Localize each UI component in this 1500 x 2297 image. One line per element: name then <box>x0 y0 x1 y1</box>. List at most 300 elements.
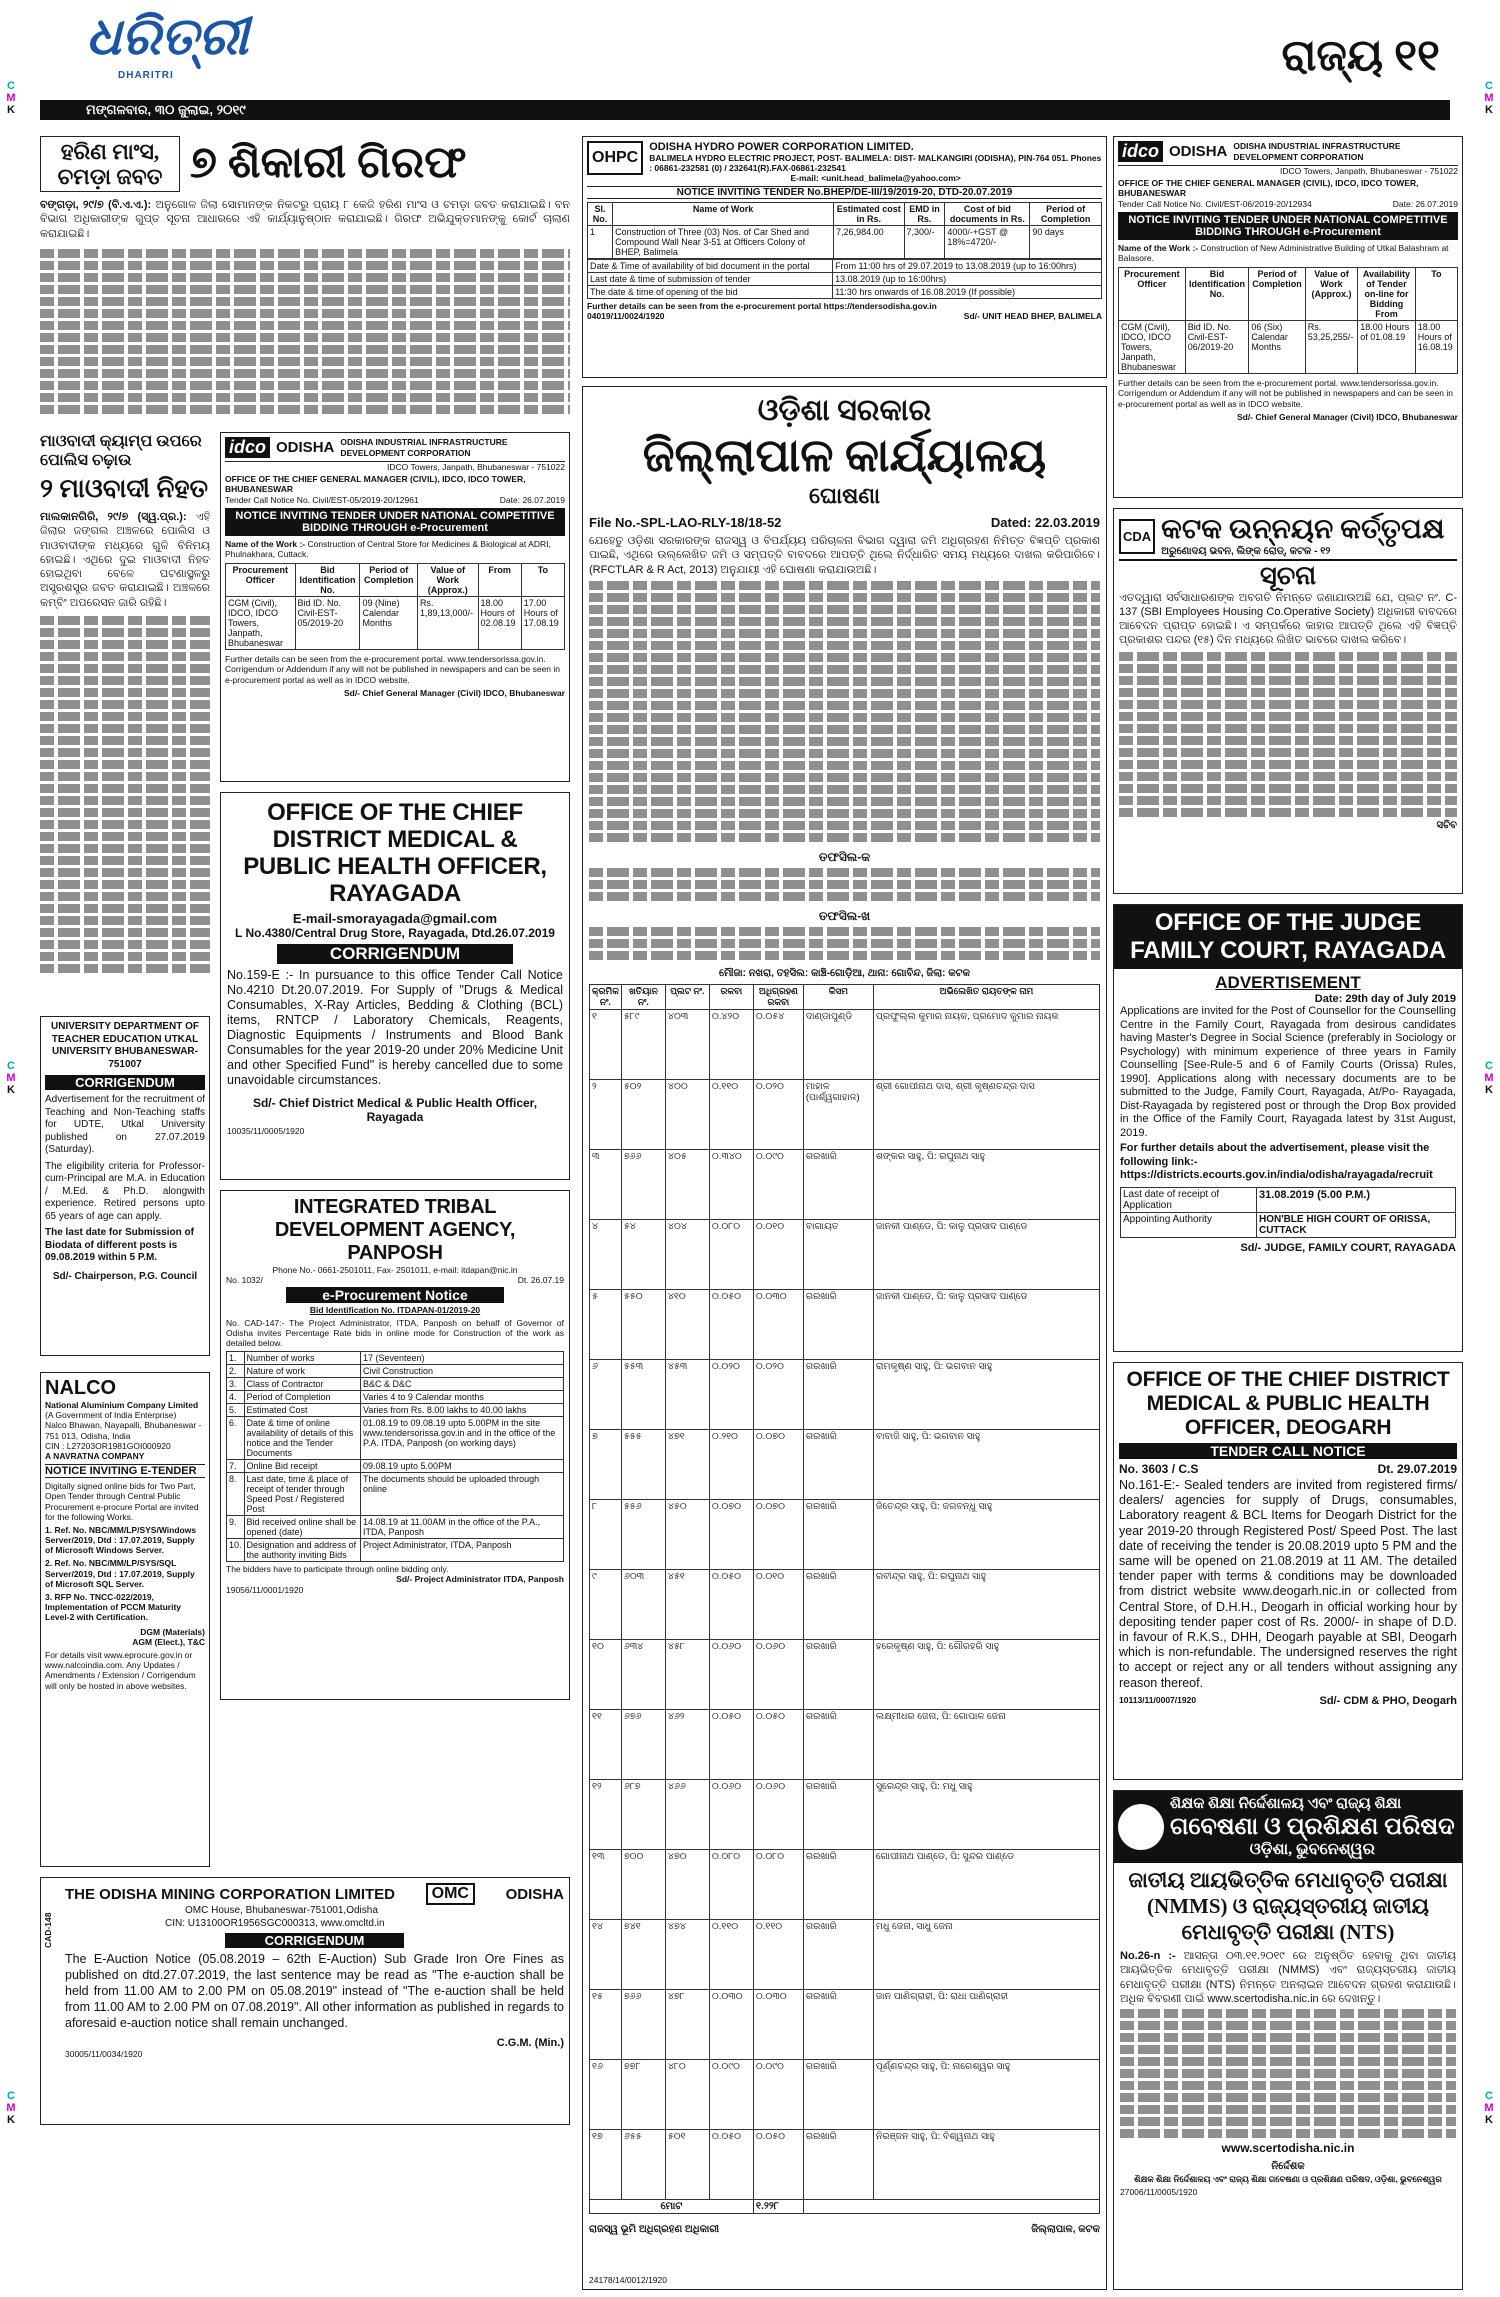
table-cell: ୦.୦୭୦ <box>709 1500 753 1570</box>
table-cell: ୪୫୩ <box>665 1360 709 1430</box>
idco-top-footer: Further details can be seen from the e-procurement portal. www.tendersorissa.gov.in. Corrigendum or Addendum if any will not be published in newspapers and can be seen in e-procurement portal as well as in IDCO website. <box>1118 378 1454 409</box>
table-cell: ସୁରେନ୍ଦ୍ର ସାହୁ, ପି: ମଧୁ ସାହୁ <box>873 1780 1099 1850</box>
cdmo-deogarh-title: OFFICE OF THE CHIEF DISTRICT MEDICAL & PUBLIC HEALTH OFFICER, DEOGARH <box>1126 1368 1450 1439</box>
table-cell: 4. <box>227 1391 245 1404</box>
omc-sign: C.G.M. (Min.) <box>496 2037 564 2049</box>
table-cell: ବାଗାୟତ <box>803 1220 873 1290</box>
table-cell: ୧୪ <box>590 1920 622 1990</box>
table-cell: ଦାଣ୍ଡାପୁଣ୍ଡି <box>803 1010 873 1080</box>
table-cell: ୦.୦୩୦ <box>753 1990 803 2060</box>
collector-office: ଜିଲ୍ଲାପାଳ କାର୍ଯ୍ୟାଳୟ <box>642 430 1047 481</box>
table-cell: ପୂର୍ଣ୍ଣଚନ୍ଦ୍ର ସାହୁ, ପି: ନାଗେଶ୍ୱର ସାହୁ <box>873 2060 1099 2130</box>
idco-top-work: Name of the Work :- Construction of New Administrative Building of Utkal Balashram at Balasore. <box>1118 242 1449 263</box>
table-cell: ୦.୪୨୦ <box>709 1010 753 1080</box>
table-cell: ୬୫୫ <box>621 2130 665 2200</box>
table-row <box>590 1570 1100 1640</box>
utkal-corrigendum-ad <box>40 1016 210 1356</box>
collector-village: ମୌଜା: ନଖରା, ତହସିଲ: କାଞ୍ଚି-ଗୋଡ଼ିଆ, ଥାନା: ଗୋବିନ୍ଦ, ଜିଲା: କଟକ <box>718 967 970 979</box>
collector-sch-b-lines <box>589 927 1100 960</box>
table-cell: ଗରଖାରି <box>803 2060 873 2130</box>
cdmo-deogarh-no: No. 3603 / C.S <box>1119 1462 1199 1476</box>
table-cell: ଜାନକୀ ପାଣ୍ଡେ, ପି: କାଳୁ ପ୍ରସାଦ ପାଣ୍ଡେ <box>873 1290 1099 1360</box>
itda-date: Dt. 26.07.19 <box>517 1275 564 1286</box>
idco-notice-date: Date: 26.07.2019 <box>499 494 565 505</box>
collector-ref: 24178/14/0012/1920 <box>589 2274 667 2285</box>
table-cell: ୦.୦୬୦ <box>753 1780 803 1850</box>
nalco-item-3: 3. RFP No. TNCC-022/2019, Implementation of PCCM Maturity Level-2 with Certification. <box>45 1592 182 1623</box>
table-cell: ୪୦୪ <box>665 1220 709 1290</box>
nalco-item-1: 1. Ref. No. NBC/MM/LP/SYS/Windows Server/2019, Dtd : 17.07.2019, Supply of Microsoft Windows Server. <box>45 1524 197 1556</box>
table-cell: Varies 4 to 9 Calendar months <box>361 1391 564 1404</box>
table-cell: ୦.୧୧୦ <box>709 1920 753 1990</box>
cda-logo: CDA <box>1119 519 1155 554</box>
table-row <box>227 1352 564 1365</box>
table-cell: ୦.୦୯୦ <box>753 1150 803 1220</box>
table-cell: ୭୬୬ <box>621 1150 665 1220</box>
cda-sign: ସଚିବ <box>1436 819 1457 831</box>
cda-title: କଟକ ଉନ୍ନୟନ କର୍ତ୍ତୃପକ୍ଷ <box>1161 514 1445 545</box>
table-cell: 09.08.19 upto 5.00PM <box>361 1460 564 1473</box>
itda-ref: 19056/11/0001/1920 <box>226 1584 304 1595</box>
cdmo-deogarh-sub: TENDER CALL NOTICE <box>1119 1443 1457 1459</box>
table-cell: Online Bid receipt <box>244 1460 360 1473</box>
cdmo-deogarh-ref: 10113/11/0007/1920 <box>1119 1694 1197 1705</box>
table-cell: ୦.୦୨୦ <box>709 1360 753 1430</box>
collector-body-lines <box>589 581 1100 842</box>
table-cell: Last date, time & place of receipt of tender through Speed Post / Registered Post <box>244 1473 360 1516</box>
scert-emblem-icon <box>1118 1804 1164 1850</box>
idco-top-office: OFFICE OF THE CHIEF GENERAL MANAGER (CIVIL), IDCO, IDCO TOWER, BHUBANESWAR <box>1118 178 1419 199</box>
table-cell: ୪୦୫ <box>665 1150 709 1220</box>
table-cell: ୬୮୭ <box>621 1780 665 1850</box>
table-cell: ୧୭ <box>590 2130 622 2200</box>
table-cell: ୦.୦୨୦ <box>753 1360 803 1430</box>
scert-body-lines <box>1120 2009 1456 2138</box>
table-row <box>590 1920 1100 1990</box>
itda-sign: Sd/- Project Administrator ITDA, Panposh <box>396 1574 564 1585</box>
table-cell: ୭ <box>590 1430 622 1500</box>
table-cell: 8. <box>227 1473 245 1516</box>
nalco-body: Digitally signed online bids for Two Part, Open Tender through Central Public Procurement e-procure Portal are invited for the following Works. <box>45 1481 199 1522</box>
lead-story-columns <box>40 246 570 421</box>
idco-top-notice-no: Tender Call Notice No. Civil/EST-06/2019-20/12934 <box>1118 198 1312 209</box>
table-row <box>590 1780 1100 1850</box>
table-row <box>227 1417 564 1460</box>
second-story-body <box>40 510 210 610</box>
table-cell: ୦.୧୧୦ <box>753 1920 803 1990</box>
itda-table <box>226 1351 564 1562</box>
collector-land-table: କ୍ରମିକ ନଂ. ଖତିୟାନ ନଂ. ପ୍ଲଟ ନଂ. ରକବା ଅଧିଗ୍ରହଣ ରକବା କିସମ ଅଭିଲେଖିତ ରାୟତଙ୍କ ନାମ ୧ ୫୮୯ ୪୦୩ ୦.୪୨୦ ୦.୦୫୪ ଦାଣ୍ଡାପୁଣ୍ଡି ପ୍ରଫୁଲ୍ଲ କୁମାର ନାୟକ, ପ୍ରମୋଦ କୁମାର ନାୟକ ୨ ୫୦୨ ୪୦୦ ୦.୧୧୦ ୦.୦୨୦ ମାହାଳ (ପାର୍ଶ୍ୱଗାହାଳ) ଶ୍ରୀ ଗୋପୀନାଥ ଦାସ, ଶ୍ରୀ କୃଷ୍ଣଚନ୍ଦ୍ର ଦାସ ୩ ୭୬୬ ୪୦୫ ୦.୩୪୦ ୦.୦୯୦ ଗରଖାରି ଶଙ୍କର ସାହୁ, ପି: ରଘୁନାଥ ସାହୁ ୪ ୫୪ ୪୦୪ ୦.୦୮୦ ୦.୦୧୦ ବାଗାୟତ ଜାନକୀ ପାଣ୍ଡେ, ପି: କାଳୁ ପ୍ରସାଦ ପାଣ୍ଡେ ୫ ୫୫୦ ୪୧୦ ୦.୦୫୦ ୦.୦୩୦ ଗରଖାରି ଜାନକୀ ପାଣ୍ଡେ, ପି: କାଳୁ ପ୍ରସାଦ ପାଣ୍ଡେ ୬ ୫୫୩ ୪୫୩ ୦.୦୨୦ ୦.୦୨୦ ଗରଖାରି ରାମକୃଷ୍ଣ ସାହୁ, ପି: ଭଗବାନ ସାହୁ ୭ ୫୫୫ ୪୭୧ ୦.୨୧୦ ୦.୦୭୦ ଗରଖାରି ବାବାଜି ସାହୁ, ପି: ଭଗବାନ ସାହୁ ୮ ୫୫୬ ୪୫୦ ୦.୦୭୦ ୦.୦୭୦ ଗରଖାରି ଜିତେନ୍ଦ୍ର ସାହୁ, ପି: ଜଗବନ୍ଧୁ ସାହୁ ୯ ୬୦୩ ୪୫୧ ୦.୦୫୦ ୦.୦୧୦ ଗରଖାରି ରବୀନ୍ଦ୍ର ସାହୁ, ପି: ରଘୁନାଥ ସାହୁ ୧୦ ୬୩୪ ୪୫୮ ୦.୦୬୦ ୦.୦୬୦ ଗରଖାରି ହରେକୃଷ୍ଣ ସାହୁ, ପି: ଗୌରହରି ସାହୁ ୧୧ ୬୭୬ ୪୬୨ ୦.୦୫୦ ୦.୦୫୦ ଗରଖାରି ଲକ୍ଷ୍ମୀଧର ଜେନା, ପି: ଗୋପାଳ ଜେନା ୧୨ ୬୮୭ ୪୬୬ ୦.୦୬୦ ୦.୦୬୦ ଗରଖାରି ସୁରେନ୍ଦ୍ର ସାହୁ, ପି: ମଧୁ ସାହୁ ୧୩ ୭୦୦ ୪୭୦ ୦.୦୮୦ ୦.୦୮୦ ଗରଖାରି ଗୋପୀନାଥ ପାଣ୍ଡେ, ପି: ସୁନ୍ଦର ପାଣ୍ଡେ ୧୪ ୭୪୧ ୪୭୪ ୦.୧୧୦ ୦.୧୧୦ ଗରଖାରି ମଧୁ ଜେନା, ସାଧୁ ଜେନା ୧୫ ୭୬୬ ୪୭୮ ୦.୦୩୦ ୦.୦୩୦ ଗରଖାରି ଜାନ ପାଣିଗ୍ରାହୀ, ପି: ରାଧା ପାଣିଗ୍ରାହୀ ୧୬ ୭୭୮ ୪୮୦ ୦.୦୯୦ ୦.୦୯୦ ଗରଖାରି ପୂର୍ଣ୍ଣଚନ୍ଦ୍ର ସାହୁ, ପି: ନାଗେଶ୍ୱର ସାହୁ ୧୭ ୬୫୫ ୫୦୧ ୦.୦୫୦ ୦.୦୫୦ ଗରଖାରି ନିରଞ୍ଜନ ସାହୁ, ପି: ବିଶ୍ୱନାଥ ସାହୁ ମୋଟ ୧.୨୨୮ <box>589 984 1100 2214</box>
table-row <box>590 1010 1100 1080</box>
table-cell: ୦.୦୬୦ <box>753 1640 803 1710</box>
idco-logo: idco <box>225 437 270 458</box>
omc-body: The E-Auction Notice (05.08.2019 – 62th E-Auction) Sub Grade Iron Ore Fines as published on dtd.27.07.2019, the last sentence may be read as "The e-auction shall be held from 11.00 AM to 2.00 PM on 05.08.2019" instead of "The e-auction shall be held from 11.00 AM to 2.00 PM on 07.08.2019". All other information as published in regards to aforesaid e-auction notice shall remain unchanged. <box>65 1952 564 2030</box>
omc-title: THE ODISHA MINING CORPORATION LIMITED <box>65 1885 395 1903</box>
table-row <box>590 1360 1100 1430</box>
table-row <box>590 1850 1100 1920</box>
table-cell: ରାମକୃଷ୍ଣ ସାହୁ, ପି: ଭଗବାନ ସାହୁ <box>873 1360 1099 1430</box>
table-cell: ୪୫୧ <box>665 1570 709 1640</box>
collector-body: ଯେହେତୁ ଓଡ଼ିଶା ସରକାରଙ୍କ ରାଜସ୍ୱ ଓ ବିପର୍ଯ୍ୟୟ ପରିଚାଳନା ବିଭାଗ ଦ୍ୱାରା ଜମି ଅଧିଗ୍ରହଣ ନିମିତ୍ତ ବିଜ୍ଞପ୍ତି ପ୍ରକାଶ ପାଇଛି, ଏଥିରେ ଉଲ୍ଲେଖିତ ଜମି ଓ ସମ୍ପତ୍ତି ବାବଦରେ ଆପତ୍ତି ଥିଲେ ନିର୍ଦ୍ଧାରିତ ସମୟ ମଧ୍ୟରେ ଦାଖଲ କରିପାରିବେ। (RFCTLAR & R Act, 2013) ଅନୁଯାୟୀ ଏହି ଘୋଷଣା କରାଯାଉଅଛି। <box>589 535 1100 576</box>
table-cell: ୧୧ <box>590 1710 622 1780</box>
cdmo-rayagada-corrigendum: CORRIGENDUM <box>277 944 513 964</box>
table-cell: ୯ <box>590 1570 622 1640</box>
nalco-logo: NALCO <box>45 1377 117 1399</box>
utkal-bullet-2: The last date for Submission of Biodata of different posts is 09.08.2019 within 5 P.M. <box>45 1227 194 1263</box>
omc-corrigendum: CORRIGENDUM <box>225 1933 404 1948</box>
idco-top-logo: idco <box>1118 141 1163 162</box>
nalco-item-2: 2. Ref. No. NBC/MM/LP/SYS/SQL Server/2019, Dtd : 17.07.2019, Supply of Microsoft SQL Server. <box>45 1558 195 1589</box>
omc-address: OMC House, Bhubaneswar-751001,Odisha <box>185 1905 378 1916</box>
idco-top-brand: ODISHA <box>1169 143 1228 160</box>
table-cell: ଗରଖାରି <box>803 1570 873 1640</box>
cdmo-rayagada-title: OFFICE OF THE CHIEF DISTRICT MEDICAL & PUBLIC HEALTH OFFICER, RAYAGADA <box>243 799 547 907</box>
scert-website[interactable]: www.scertodisha.nic.in <box>1221 2141 1355 2156</box>
table-cell: Nature of work <box>244 1365 360 1378</box>
table-cell: ୦.୦୫୦ <box>753 1710 803 1780</box>
table-cell: ୨ <box>590 1080 622 1150</box>
table-cell: ୦.୦୬୦ <box>709 1640 753 1710</box>
table-cell: ୧୩ <box>590 1850 622 1920</box>
table-cell: ପ୍ରଫୁଲ୍ଲ କୁମାର ନାୟକ, ପ୍ରମୋଦ କୁମାର ନାୟକ <box>873 1010 1099 1080</box>
table-cell: ଗରଖାରି <box>803 1710 873 1780</box>
table-row <box>590 2060 1100 2130</box>
collector-total-value: ୧.୨୨୮ <box>753 2200 803 2214</box>
cdmo-rayagada-ref: 10035/11/0005/1920 <box>227 1126 305 1136</box>
collector-file-no: File No.-SPL-LAO-RLY-18/18-52 <box>589 515 782 530</box>
table-cell: Class of Contractor <box>244 1378 360 1391</box>
idco-office: OFFICE OF THE CHIEF GENERAL MANAGER (CIVIL), IDCO, IDCO TOWER, BHUBANESWAR <box>225 474 526 495</box>
table-cell: Civil Construction <box>361 1365 564 1378</box>
itda-no: No. 1032/ <box>226 1275 263 1286</box>
table-cell: ଗରଖାରି <box>803 1430 873 1500</box>
lead-story-body <box>40 198 570 241</box>
table-cell: ୦.୦୫୦ <box>709 1570 753 1640</box>
table-cell: 14.08.19 at 11.00AM in the office of the P.A., ITDA, Panposh <box>361 1516 564 1539</box>
ohpc-email: E-mail: <unit.head_balimela@yahoo.com> <box>790 173 961 184</box>
table-cell: ୫ <box>590 1290 622 1360</box>
collector-sch-a-lines <box>589 868 1100 901</box>
second-story-text: ଏହି ଜିଲାର ଜଙ୍ଗଲ ଅଞ୍ଚଳରେ ପୋଲିସ ଓ ମାଓବାଦୀଙ୍କ ମଧ୍ୟରେ ଗୁଳି ବିନିମୟ ହୋଇଛି। ଏଥିରେ ଦୁଇ ମାଓବାଦୀ ନିହତ ହୋଇଥିବା ବେଳେ ଘଟଣାସ୍ଥଳରୁ ଅସ୍ତ୍ରଶସ୍ତ୍ର ଜବତ କରାଯାଇଛି। ଅଞ୍ଚଳରେ କମ୍ବିଂ ଅପରେସନ ଜାରି ରହିଛି। <box>40 511 210 609</box>
cda-address: ଅରୁଣୋଦୟ ଭବନ, ଲିଙ୍କ ରୋଡ୍, କଟକ - ୧୨ <box>1161 546 1331 557</box>
section-page-label: ରାଜ୍ୟ ୧୧ <box>1281 31 1440 80</box>
table-cell: ୦.୨୧୦ <box>709 1430 753 1500</box>
cda-notice <box>1113 508 1463 894</box>
table-cell: ୧୦ <box>590 1640 622 1710</box>
lead-story-kicker: ହରିଣ ମାଂସ, ଚମଡ଼ା ଜବତ <box>40 136 180 192</box>
table-row <box>590 1220 1100 1290</box>
table-cell: ଗୋପୀନାଥ ପାଣ୍ଡେ, ପି: ସୁନ୍ଦର ପାଣ୍ଡେ <box>873 1850 1099 1920</box>
table-cell: ୪ <box>590 1220 622 1290</box>
table-cell: ୫୫୦ <box>621 1290 665 1360</box>
idco-notice-no: Tender Call Notice No. Civil/EST-05/2019-20/12961 <box>225 494 419 505</box>
nalco-org: National Aluminium Company Limited <box>45 1400 199 1410</box>
lead-story-dateline: ବଙ୍ଗଡ଼ା, ୨୯/୭ (ବି.ଏ.ଏ.): <box>40 199 152 211</box>
cdmo-rayagada-sign: Sd/- Chief District Medical & Public Health Officer, Rayagada <box>252 1096 538 1124</box>
nalco-tag: A NAVRATNA COMPANY <box>45 1450 145 1461</box>
registration-mark-left-mid: C M K <box>6 1060 16 1096</box>
cdmo-deogarh-date: Dt. 29.07.2019 <box>1377 1462 1457 1476</box>
table-cell: ୦.୦୯୦ <box>753 2060 803 2130</box>
family-court-table: Last date of receipt of Application 31.08.2019 (5.00 P.M.) Appointing Authority HON'BLE HIGH COURT OF ORISSA, CUTTACK <box>1120 1187 1456 1238</box>
scert-place: ଓଡ଼ିଶା, ଭୁବନେଶ୍ୱର <box>1249 1841 1375 1858</box>
table-cell: ରବୀନ୍ଦ୍ର ସାହୁ, ପି: ରଘୁନାଥ ସାହୁ <box>873 1570 1099 1640</box>
table-cell: ୮ <box>590 1500 622 1570</box>
table-cell: Bid received online shall be opened (date) <box>244 1516 360 1539</box>
scert-ad <box>1113 1790 1463 2290</box>
registration-mark-right-top: C M K <box>1484 80 1494 116</box>
idco-title: NOTICE INVITING TENDER UNDER NATIONAL COMPETITIVE BIDDING THROUGH e-Procurement <box>225 508 565 536</box>
table-cell: 3. <box>227 1378 245 1391</box>
table-cell: ୪୦୦ <box>665 1080 709 1150</box>
ohpc-table: Sl. No. Name of Work Estimated cost in Rs. EMD in Rs. Cost of bid documents in Rs. Period of Completion 1 Construction of Three (03) Nos. of Car Shed and Compound Wall Near 3-51 at Officers Colony of BHEP, Balimela 7,26,984.00 7,300/- 4000/-+GST @ 18%=4720/- 90 days <box>587 202 1102 259</box>
utkal-title: UNIVERSITY DEPARTMENT OF TEACHER EDUCATION UTKAL UNIVERSITY BHUBANESWAR-751007 <box>51 1021 199 1070</box>
table-cell: ବାବାଜି ସାହୁ, ପି: ଭଗବାନ ସାହୁ <box>873 1430 1099 1500</box>
table-cell: ଗରଖାରି <box>803 1500 873 1570</box>
table-cell: ୦.୦୧୦ <box>753 1220 803 1290</box>
table-cell: ୪୦୩ <box>665 1010 709 1080</box>
family-court-sub: ADVERTISEMENT <box>1215 973 1361 992</box>
omc-corrigendum-ad <box>40 1877 570 2125</box>
second-story <box>40 432 210 1002</box>
itda-note: The bidders have to participate through online bidding only. <box>226 1564 449 1575</box>
idco-address: IDCO Towers, Janpath, Bhubaneswar - 751022 <box>387 462 565 472</box>
table-row <box>590 1430 1100 1500</box>
table-cell: ୫୫୫ <box>621 1430 665 1500</box>
table-cell: ୦.୦୫୦ <box>709 2130 753 2200</box>
collector-govt: ଓଡ଼ିଶା ସରକାର <box>757 394 932 427</box>
table-row <box>590 1150 1100 1220</box>
cda-body-lines <box>1119 652 1457 817</box>
idco-top-org: ODISHA INDUSTRIAL INFRASTRUCTURE DEVELOPMENT CORPORATION <box>1233 141 1401 162</box>
nalco-title: NOTICE INVITING E-TENDER <box>45 1464 205 1478</box>
collector-schedule-b: ତଫସିଲ-ଖ <box>818 908 871 923</box>
table-cell: ୫୦୧ <box>665 2130 709 2200</box>
idco-top-sign: Sd/- Chief General Manager (Civil) IDCO, Bhubaneswar <box>1236 411 1458 422</box>
table-cell: Period of Completion <box>244 1391 360 1404</box>
table-row <box>227 1391 564 1404</box>
nalco-address: Nalco Bhawan, Nayapalli, Bhubaneswar - 751 013, Odisha, India <box>45 1420 202 1441</box>
table-cell: ୧୨ <box>590 1780 622 1850</box>
table-cell: ୫୫୩ <box>621 1360 665 1430</box>
idco-top-address: IDCO Towers, Janpath, Bhubaneswar - 751022 <box>1280 166 1458 176</box>
table-cell: ଗରଖାରି <box>803 1150 873 1220</box>
table-cell: 9. <box>227 1516 245 1539</box>
family-court-body: Applications are invited for the Post of Counsellor for the Counselling Centre in the Family Court, Rayagada from desirous candidates having Master's Degree in Social Science (preferably in Sociology or Psychology) with minimum experience of three years in Family Counselling [See-Rule-5 and 6 of Family Courts (Orissa) Rules, 1990]. Applications along with necessary documents are to be submitted to the Judge, Family Court, Rayagada, At/Po- Rayagada, Dist-Rayagada by registered post or through the Drop Box provided in the Office of the Family Court, Rayagada latest by 31st August, 2019. <box>1120 1005 1456 1139</box>
cdmo-deogarh-ad <box>1113 1362 1463 1780</box>
registration-mark-left-top: C M K <box>6 80 16 116</box>
table-cell: Varies from Rs. 8.00 lakhs to 40.00 lakhs <box>361 1404 564 1417</box>
table-cell: ୬୦୩ <box>621 1570 665 1640</box>
table-cell: ୭୬୬ <box>621 1990 665 2060</box>
table-cell: ୦.୦୮୦ <box>753 1850 803 1920</box>
table-cell: 2. <box>227 1365 245 1378</box>
collector-land-notice <box>582 386 1107 2290</box>
ohpc-sign: Sd/- UNIT HEAD BHEP, BALIMELA <box>963 310 1102 321</box>
cdmo-rayagada-letter: L No.4380/Central Drug Store, Rayagada, Dtd.26.07.2019 <box>235 926 555 940</box>
omc-cin: CIN: U13100OR1956SGC000313, www.omcltd.in <box>165 1917 385 1929</box>
lead-story <box>40 136 570 426</box>
omc-ref: 30005/11/0034/1920 <box>65 2049 143 2059</box>
table-cell: 6. <box>227 1417 245 1460</box>
table-cell: 01.08.19 to 09.08.19 upto 5.00PM in the site www.tendersorissa.gov.in and in the office of the P.A. ITDA, Panposh (on working days) <box>361 1417 564 1460</box>
paper-name: ଧରିତ୍ରୀ <box>86 9 249 66</box>
table-cell: ୪୬୨ <box>665 1710 709 1780</box>
table-cell: ୬୭୬ <box>621 1710 665 1780</box>
table-cell: ଗରଖାରି <box>803 2130 873 2200</box>
table-cell: ଗରଖାରି <box>803 1920 873 1990</box>
nalco-footer: For details visit www.eprocure.gov.in or www.nalcoindia.com. Any Updates / Amendments / Extension / Corrigendum will only be hosted in above websites. <box>45 1649 196 1691</box>
table-row <box>590 1080 1100 1150</box>
second-story-kicker: ମାଓବାଦୀ କ୍ୟାମ୍ପ ଉପରେ ପୋଲିସ ଚଢ଼ାଉ <box>40 433 202 469</box>
table-cell: ୬ <box>590 1360 622 1430</box>
table-row <box>590 1290 1100 1360</box>
second-story-dateline: ମାଲକାନଗିରି, ୨୯/୭ (ସ୍ୱ.ପ୍ର.): <box>40 511 187 523</box>
scert-ref: 27006/11/0005/1920 <box>1120 2186 1198 2197</box>
collector-schedule-a: ତଫସିଲ-କ <box>818 849 871 864</box>
ohpc-org: ODISHA HYDRO POWER CORPORATION LIMITED. <box>649 141 914 153</box>
lead-story-text: ଅନୁଗୋଳ ଜିଲା ସୋମାନଙ୍କ ନିକଟରୁ ପ୍ରାୟ ୮ କେଜି ହରିଣ ମାଂସ ଓ ଚମଡ଼ା ଜବତ କରାଯାଇଛି। ବନ ବିଭାଗ ଅଧିକାରୀଙ୍କ ଗୁପ୍ତ ସୂଚନା ଆଧାରରେ ଏହି କାର୍ଯ୍ୟାନୁଷ୍ଠାନ କରାଯାଇଛି। ଗିରଫ ଅଭିଯୁକ୍ତମାନଙ୍କୁ କୋର୍ଟ ଚାଲାଣ କରାଯାଇଛି। <box>40 199 570 240</box>
table-row <box>227 1365 564 1378</box>
cdmo-deogarh-body: No.161-E:- Sealed tenders are invited from registered firms/ dealers/ agencies for supply of Drugs, consumables, Laboratory reagent & BCL Items for Deogarh District for the year 2019-20 through Registered Post/ Speed Post. The last date of receiving the tender is 20.08.2019 upto 5 PM and the same will be opened on 21.08.2019 at 11 AM. The detailed tender paper with terms & conditions may be downloaded from district website www.deogarh.nic.in or collected from Central Store, of D.H.H., Deogarh in official working hour by depositing tender paper cost of Rs. 2000/- in shape of D.D. in favour of R.K.S., DHH, Deogarh payable at SBI, Deogarh which is non-refundable. The undersigned reserves the right to accept or reject any or all tenders without assigning any reason thereof. <box>1119 1478 1457 1690</box>
table-cell: 1. <box>227 1352 245 1365</box>
table-cell: Number of works <box>244 1352 360 1365</box>
table-cell: ୪୭୪ <box>665 1920 709 1990</box>
table-cell: ୪୭୧ <box>665 1430 709 1500</box>
ohpc-footer: Further details can be seen from the e-procurement portal https://tendersodisha.gov.in <box>587 300 937 311</box>
itda-ad <box>220 1190 570 1700</box>
table-cell: 7. <box>227 1460 245 1473</box>
table-cell: ୦.୦୮୦ <box>709 1220 753 1290</box>
collector-date: Dated: 22.03.2019 <box>990 515 1100 530</box>
ohpc-ref: 04019/11/0024/1920 <box>587 310 665 321</box>
second-story-headline: ୨ ମାଓବାଦୀ ନିହତ <box>40 474 209 503</box>
idco-work: Name of the Work :- Construction of Central Store for Medicines & Biological at ADRI, Phulnakhara, Cuttack. <box>225 538 551 559</box>
table-cell: ଜାନକୀ ପାଣ୍ଡେ, ପି: କାଳୁ ପ୍ରସାଦ ପାଣ୍ଡେ <box>873 1220 1099 1290</box>
utkal-sign: Sd/- Chairperson, P.G. Council <box>52 1270 198 1282</box>
idco-top-title: NOTICE INVITING TENDER UNDER NATIONAL COMPETITIVE BIDDING THROUGH e-Procurement <box>1118 212 1458 240</box>
nalco-sign-1: DGM (Materials) <box>140 1626 205 1637</box>
registration-mark-right-bottom: C M K <box>1484 2090 1494 2126</box>
idco-footer: Further details can be seen from the e-procurement portal. www.tendersorissa.gov.in. Corrigendum or Addendum if any will not be published in newspapers and can be seen in e-procurement portal as well as in IDCO website. <box>225 654 561 685</box>
table-cell: ୦.୧୧୦ <box>709 1080 753 1150</box>
table-cell: ଶଙ୍କର ସାହୁ, ପି: ରଘୁନାଥ ସାହୁ <box>873 1150 1099 1220</box>
table-cell: ୦.୦୭୦ <box>753 1430 803 1500</box>
cdmo-rayagada-ad <box>220 792 570 1180</box>
table-cell: Designation and address of the authority inviting Bids <box>244 1539 360 1562</box>
table-cell: ୪୫୮ <box>665 1640 709 1710</box>
utkal-corrigendum-heading: CORRIGENDUM <box>45 1075 205 1090</box>
table-cell: ଗରଖାରି <box>803 1850 873 1920</box>
family-court-ad <box>1113 904 1463 1352</box>
table-cell: ଗରଖାରି <box>803 1640 873 1710</box>
idco-brand: ODISHA <box>276 439 335 456</box>
itda-title: INTEGRATED TRIBAL DEVELOPMENT AGENCY, PANPOSH <box>274 1196 516 1264</box>
table-cell: ଗରଖାରି <box>803 1990 873 2060</box>
table-row <box>590 1990 1100 2060</box>
table-cell: ମଧୁ ଜେନା, ସାଧୁ ଜେନା <box>873 1920 1099 1990</box>
idco-tender-ad-top <box>1113 136 1463 498</box>
scert-top: ଶିକ୍ଷକ ଶିକ୍ଷା ନିର୍ଦ୍ଦେଶାଳୟ ଏବଂ ରାଜ୍ୟ ଶିକ୍ଷା <box>1170 1796 1402 1812</box>
ohpc-address: BALIMELA HYDRO ELECTRIC PROJECT, POST- BALIMELA: DIST- MALKANGIRI (ODISHA), PIN-764 051. Phones : 06861-232581 (0) / 232641(R).FAX-06861-232541 <box>649 153 1102 174</box>
cdmo-rayagada-body: No.159-E :- In pursuance to this office Tender Call Notice No.4210 Dt.20.07.2019. For Supply of "Drugs & Medical Consumables, X-Ray Articles, Bedding & Clothing (BCL) items, RNTCP / Laboratory Chemicals, Reagents, Diagnostic Equipments / Instruments and Blood Bank Consumables for the year 2019-20 under 20% Medicine Unit and other Specified Fund" is hereby cancelled due to some unavoidable circumstances. <box>227 968 563 1087</box>
table-row <box>227 1473 564 1516</box>
table-cell: ୪୮୦ <box>665 2060 709 2130</box>
table-cell: ୧୫ <box>590 1990 622 2060</box>
idco-tender-ad-middle <box>220 432 570 782</box>
table-cell: ୦.୦୯୦ <box>709 2060 753 2130</box>
table-cell: ୦.୦୫୦ <box>753 2130 803 2200</box>
table-cell: ୦.୦୬୦ <box>709 1780 753 1850</box>
table-row <box>590 2130 1100 2200</box>
table-cell: ୪୭୮ <box>665 1990 709 2060</box>
table-cell: ଗରଖାରି <box>803 1360 873 1430</box>
table-cell: B&C & D&C <box>361 1378 564 1391</box>
table-cell: ନିରଞ୍ଜନ ସାହୁ, ପି: ବିଶ୍ୱନାଥ ସାହୁ <box>873 2130 1099 2200</box>
scert-title: ଗବେଷଣା ଓ ପ୍ରଶିକ୍ଷଣ ପରିଷଦ <box>1170 1814 1455 1840</box>
table-row <box>590 1500 1100 1570</box>
table-cell: ୭୭୮ <box>621 2060 665 2130</box>
table-cell: ୫୪ <box>621 1220 665 1290</box>
omc-logo: OMC <box>426 1883 475 1905</box>
family-court-title: OFFICE OF THE JUDGE FAMILY COURT, RAYAGADA <box>1114 905 1462 969</box>
table-row <box>227 1404 564 1417</box>
collector-total-label: ମୋଟ <box>590 2200 754 2214</box>
table-row <box>227 1378 564 1391</box>
masthead <box>0 0 1500 124</box>
second-story-columns <box>40 616 210 973</box>
idco-sign: Sd/- Chief General Manager (Civil) IDCO, Bhubaneswar <box>343 687 565 698</box>
table-cell: ଲକ୍ଷ୍ମୀଧର ଜେନା, ପି: ଗୋପାଳ ଜେନା <box>873 1710 1099 1780</box>
itda-body: No. CAD-147:- The Project Administrator, ITDA, Panposh on behalf of Governor of Odisha invites Percentage Rate bids in online mode for Construction of the work as detailed below. <box>226 1317 564 1348</box>
table-cell: ଜାନ ପାଣିଗ୍ରାହୀ, ପି: ରାଧା ପାଣିଗ୍ରାହୀ <box>873 1990 1099 2060</box>
nalco-ad <box>40 1372 210 1867</box>
ohpc-title: NOTICE INVITING TENDER No.BHEP/DE-III/19/2019-20, DTD-20.07.2019 <box>587 186 1102 199</box>
omc-brand: ODISHA <box>505 1885 564 1903</box>
scert-exam: ଜାତୀୟ ଆୟଭିତ୍ତିକ ମେଧାବୃତ୍ତି ପରୀକ୍ଷା (NMMS) ଓ ରାଜ୍ୟସ୍ତରୀୟ ଜାତୀୟ ମେଧାବୃତ୍ତି ପରୀକ୍ଷା (NTS) <box>1128 1868 1448 1944</box>
paper-name-english: DHARITRI <box>118 70 174 81</box>
table-cell: ୦.୦୮୦ <box>709 1850 753 1920</box>
family-court-link[interactable]: For further details about the advertisement, please visit the following link:- https://districts.ecourts.gov.in/india/odisha/rayagada/recruit <box>1120 1142 1433 1181</box>
table-row <box>227 1539 564 1562</box>
collector-notice: ଘୋଷଣା <box>809 483 880 508</box>
table-cell: ୩ <box>590 1150 622 1220</box>
nalco-sign-2: AGM (Elect.), T&C <box>132 1636 205 1647</box>
table-cell: Date & time of online availability of details of this notice and the Tender Documents <box>244 1417 360 1460</box>
table-cell: ୦.୦୭୦ <box>753 1500 803 1570</box>
table-cell: Project Administrator, ITDA, Panposh <box>361 1539 564 1562</box>
itda-sub: e-Procurement Notice <box>286 1287 504 1303</box>
table-cell: ଗରଖାରି <box>803 1290 873 1360</box>
table-cell: ୦.୦୩୦ <box>709 1990 753 2060</box>
table-cell: ୪୭୦ <box>665 1850 709 1920</box>
ohpc-dates: Date & Time of availability of bid document in the portal From 11:00 hrs of 29.07.2019 to 13.08.2019 (up to 16:00hrs) Last date & time of submission of tender 13.08.2019 (up to 16:00hrs) The date & time of opening of the bid 11:30 hrs onwards of 16.08.2019 (If possible) <box>587 259 1102 299</box>
table-cell: ଶ୍ରୀ ଗୋପୀନାଥ ଦାସ, ଶ୍ରୀ କୃଷ୍ଣଚନ୍ଦ୍ର ଦାସ <box>873 1080 1099 1150</box>
cdmo-deogarh-sign: Sd/- CDM & PHO, Deogarh <box>1319 1694 1457 1707</box>
ohpc-logo: OHPC <box>587 141 643 175</box>
table-cell: ୦.୦୧୦ <box>753 1570 803 1640</box>
issue-date: ମଙ୍ଗଳବାର, ୩୦ ଜୁଲାଇ, ୨୦୧୯ <box>86 102 246 117</box>
table-cell: ୧୬ <box>590 2060 622 2130</box>
collector-sign-right: ଜିଲ୍ଲାପାଳ, କଟକ <box>1031 2224 1100 2236</box>
scert-sign: ନିର୍ଦ୍ଦେଶକ <box>1271 2161 1305 2173</box>
table-cell: ୭୪୧ <box>621 1920 665 1990</box>
table-cell: ୦.୦୨୦ <box>753 1080 803 1150</box>
omc-side-label: CAD-148 <box>43 1912 53 1948</box>
cdmo-rayagada-email: E-mail-smorayagada@gmail.com <box>292 911 498 926</box>
scert-body <box>1120 1949 1456 2006</box>
table-cell: ୪୧୦ <box>665 1290 709 1360</box>
